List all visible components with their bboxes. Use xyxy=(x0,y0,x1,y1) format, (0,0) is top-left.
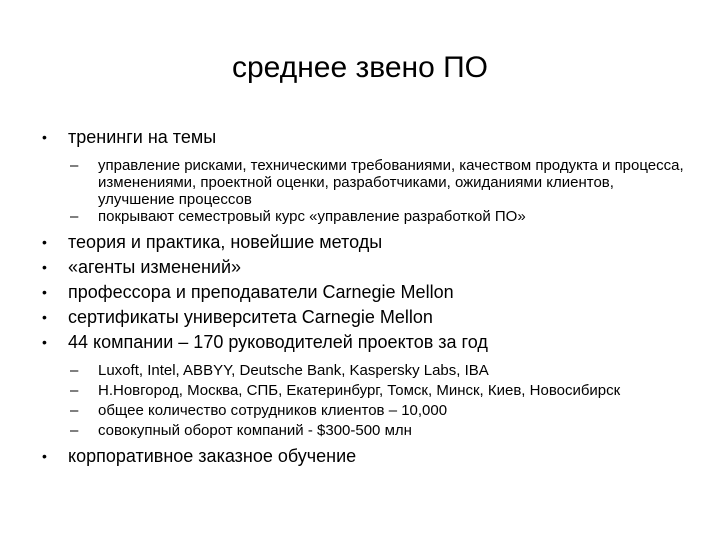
sub-bullet-item xyxy=(42,208,692,225)
bullet-text: корпоративное заказное обучение xyxy=(68,446,357,466)
bullet-glyph: • xyxy=(42,284,47,300)
bullet-item xyxy=(42,256,692,278)
bullet-glyph: • xyxy=(42,448,47,464)
sub-bullet-text: Н.Новгород, Москва, СПБ, Екатеринбург, Томск, Минск, Киев, Новосибирск xyxy=(98,382,621,399)
sub-bullet-item xyxy=(42,422,692,439)
bullet-item xyxy=(42,445,692,467)
bullet-glyph: • xyxy=(42,259,47,275)
sub-bullet-item xyxy=(42,382,692,399)
sub-bullet-text: совокупный оборот компаний - $300-500 млн xyxy=(98,422,412,439)
dash-glyph: – xyxy=(70,362,79,379)
dash-glyph: – xyxy=(70,208,79,225)
dash-glyph: – xyxy=(70,157,79,174)
bullet-text: 44 компании – 170 руководителей проектов за год xyxy=(68,332,488,352)
bullet-text: тренинги на темы xyxy=(68,127,217,147)
slide-content xyxy=(42,126,692,467)
sub-bullet-text: управление рисками, техническими требованиями, качеством продукта и процесса, изменениями, проектной оценки, разработчиками, ожиданиями клиентов, улучшение процессов xyxy=(98,157,684,208)
bullet-glyph: • xyxy=(42,334,47,350)
bullet-glyph: • xyxy=(42,309,47,325)
bullet-item xyxy=(42,306,692,328)
bullet-glyph: • xyxy=(42,129,47,145)
sub-bullet-text: Luxoft, Intel, ABBYY, Deutsche Bank, Kaspersky Labs, IBA xyxy=(98,362,489,379)
bullet-glyph: • xyxy=(42,234,47,250)
bullet-text: теория и практика, новейшие методы xyxy=(68,232,383,252)
bullet-text: «агенты изменений» xyxy=(68,257,242,277)
bullet-text: сертификаты университета Carnegie Mellon xyxy=(68,307,433,327)
bullet-item xyxy=(42,281,692,303)
sub-bullet-item xyxy=(42,402,692,419)
bullet-item xyxy=(42,231,692,253)
sub-bullet-item xyxy=(42,362,692,379)
sub-bullet-item xyxy=(42,157,692,208)
sub-bullet-text: общее количество сотрудников клиентов – 10,000 xyxy=(98,402,448,419)
bullet-item xyxy=(42,331,692,353)
slide-title: среднее звено ПО xyxy=(231,51,488,84)
bullet-item xyxy=(42,126,692,148)
sub-bullet-text: покрывают семестровый курс «управление разработкой ПО» xyxy=(98,208,526,225)
bullet-text: профессора и преподаватели Carnegie Mellon xyxy=(68,282,454,302)
dash-glyph: – xyxy=(70,402,79,419)
dash-glyph: – xyxy=(70,422,79,439)
dash-glyph: – xyxy=(70,382,79,399)
